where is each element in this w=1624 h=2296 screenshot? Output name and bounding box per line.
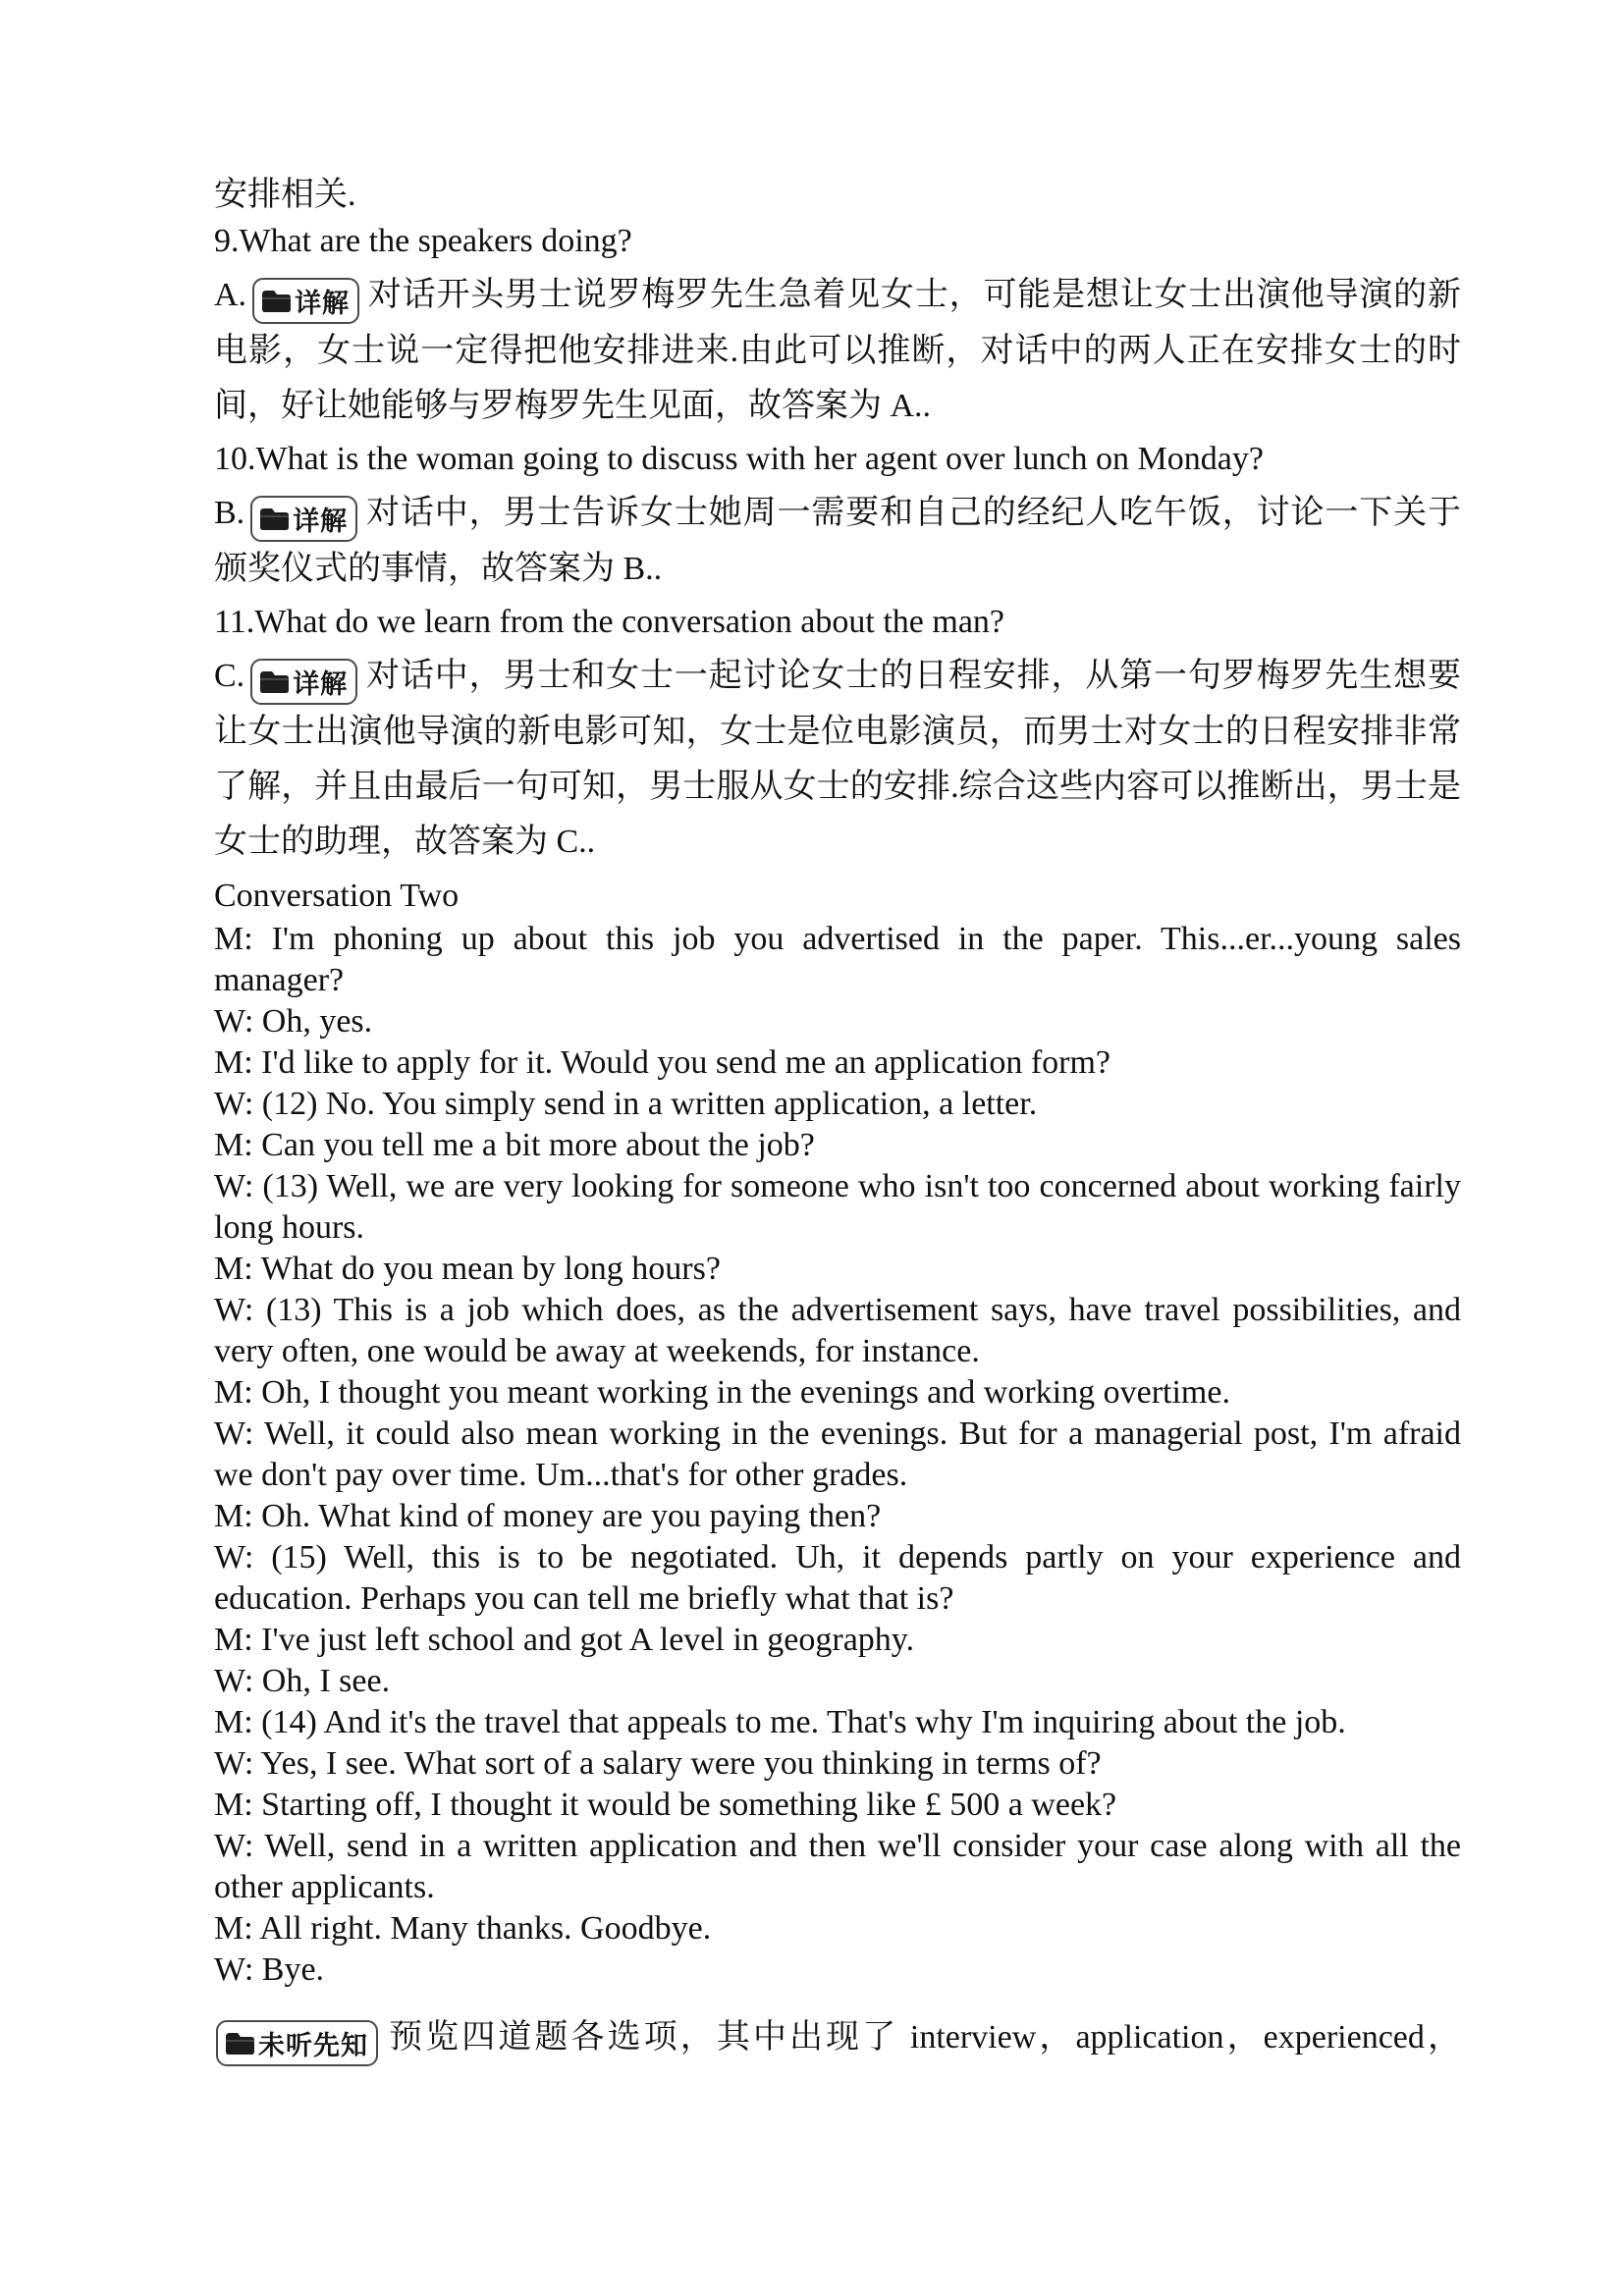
explanation-c <box>214 649 1461 870</box>
dialogue-line: M: I'd like to apply for it. Would you send me an application form? <box>214 1044 1111 1081</box>
question-10: 10.What is the woman going to discuss with her agent over lunch on Monday? <box>214 441 1264 477</box>
dialogue-line: W: Well, it could also mean working in the evenings. But for a managerial post, I'm afraid we don't pay over time. Um...that's for other grades. <box>214 1415 1461 1493</box>
dialogue-line: M: Starting off, I thought it would be something like £ 500 a week? <box>214 1787 1117 1823</box>
detail-badge <box>252 278 359 324</box>
dialogue-line: M: Oh. What kind of money are you paying then? <box>214 1498 882 1534</box>
conversation-title: Conversation Two <box>214 878 460 914</box>
continuation-text: 安排相关. <box>214 177 356 213</box>
badge-label: 未听先知 <box>258 2031 368 2060</box>
dialogue-line: W: (13) This is a job which does, as the advertisement says, have travel possibilities, and very often, one would be away at weekends, for instance. <box>214 1292 1461 1369</box>
dialogue-line: W: Well, send in a written application and then we'll consider your case along with all the other applicants. <box>214 1828 1461 1905</box>
folder-icon <box>259 289 291 313</box>
preview-note <box>214 2010 1461 2066</box>
badge-label: 详解 <box>293 669 349 699</box>
folder-icon <box>257 507 289 531</box>
folder-icon <box>223 2031 254 2056</box>
explanation-a <box>214 268 1461 434</box>
dialogue-line: M: (14) And it's the travel that appeals to me. That's why I'm inquiring about the job. <box>214 1704 1346 1740</box>
badge-label: 详解 <box>293 507 349 536</box>
answer-letter-c: C. <box>214 658 245 694</box>
preview-badge <box>216 2020 378 2066</box>
dialogue-line: W: Oh, I see. <box>214 1663 391 1699</box>
dialogue-line: W: (13) Well, we are very looking for someone who isn't too concerned about working fairly long hours. <box>214 1168 1461 1246</box>
dialogue-line: W: (12) No. You simply send in a written application, a letter. <box>214 1086 1038 1122</box>
explanation-text: 对话中，男士和女士一起讨论女士的日程安排，从第一句罗梅罗先生想要让女士出演他导演的新电影可知，女士是位电影演员，而男士对女士的日程安排非常了解，并且由最后一句可知，男士服从女士的安排.综合这些内容可以推断出，男士是女士的助理，故答案为 C.. <box>214 658 1461 860</box>
dialogue-line: M: What do you mean by long hours? <box>214 1251 721 1287</box>
explanation-text: 对话开头男士说罗梅罗先生急着见女士，可能是想让女士出演他导演的新电影，女士说一定得把他安排进来.由此可以推断，对话中的两人正在安排女士的时间，好让她能够与罗梅罗先生见面，故答案为 A.. <box>214 277 1461 424</box>
dialogue-line: M: All right. Many thanks. Goodbye. <box>214 1910 712 1947</box>
dialogue-line: W: (15) Well, this is to be negotiated. Uh, it depends partly on your experience and education. Perhaps you can tell me briefly what that is? <box>214 1539 1461 1617</box>
answer-letter-a: A. <box>214 277 247 313</box>
explanation-text: 对话中，男士告诉女士她周一需要和自己的经纪人吃午饭，讨论一下关于颁奖仪式的事情，故答案为 B.. <box>214 495 1461 587</box>
question-11: 11.What do we learn from the conversation about the man? <box>214 604 1005 640</box>
dialogue-line: W: Yes, I see. What sort of a salary were you thinking in terms of? <box>214 1745 1102 1782</box>
dialogue-line: W: Oh, yes. <box>214 1003 373 1040</box>
dialogue-line: M: Oh, I thought you meant working in the evenings and working overtime. <box>214 1374 1230 1411</box>
dialogue-line: M: Can you tell me a bit more about the job? <box>214 1127 815 1163</box>
badge-label: 详解 <box>295 289 351 318</box>
explanation-b <box>214 486 1461 597</box>
detail-badge <box>250 659 357 705</box>
dialogue-line: M: I'm phoning up about this job you advertised in the paper. This...er...young sales manager? <box>214 921 1461 998</box>
dialogue-line: W: Bye. <box>214 1951 325 1988</box>
folder-icon <box>257 669 289 694</box>
detail-badge <box>250 496 357 542</box>
preview-text: 预览四道题各选项，其中出现了 interview，application，experienced， <box>386 2019 1461 2056</box>
answer-letter-b: B. <box>214 495 245 531</box>
question-9: 9.What are the speakers doing? <box>214 223 632 259</box>
dialogue-line: M: I've just left school and got A level in geography. <box>214 1622 915 1658</box>
